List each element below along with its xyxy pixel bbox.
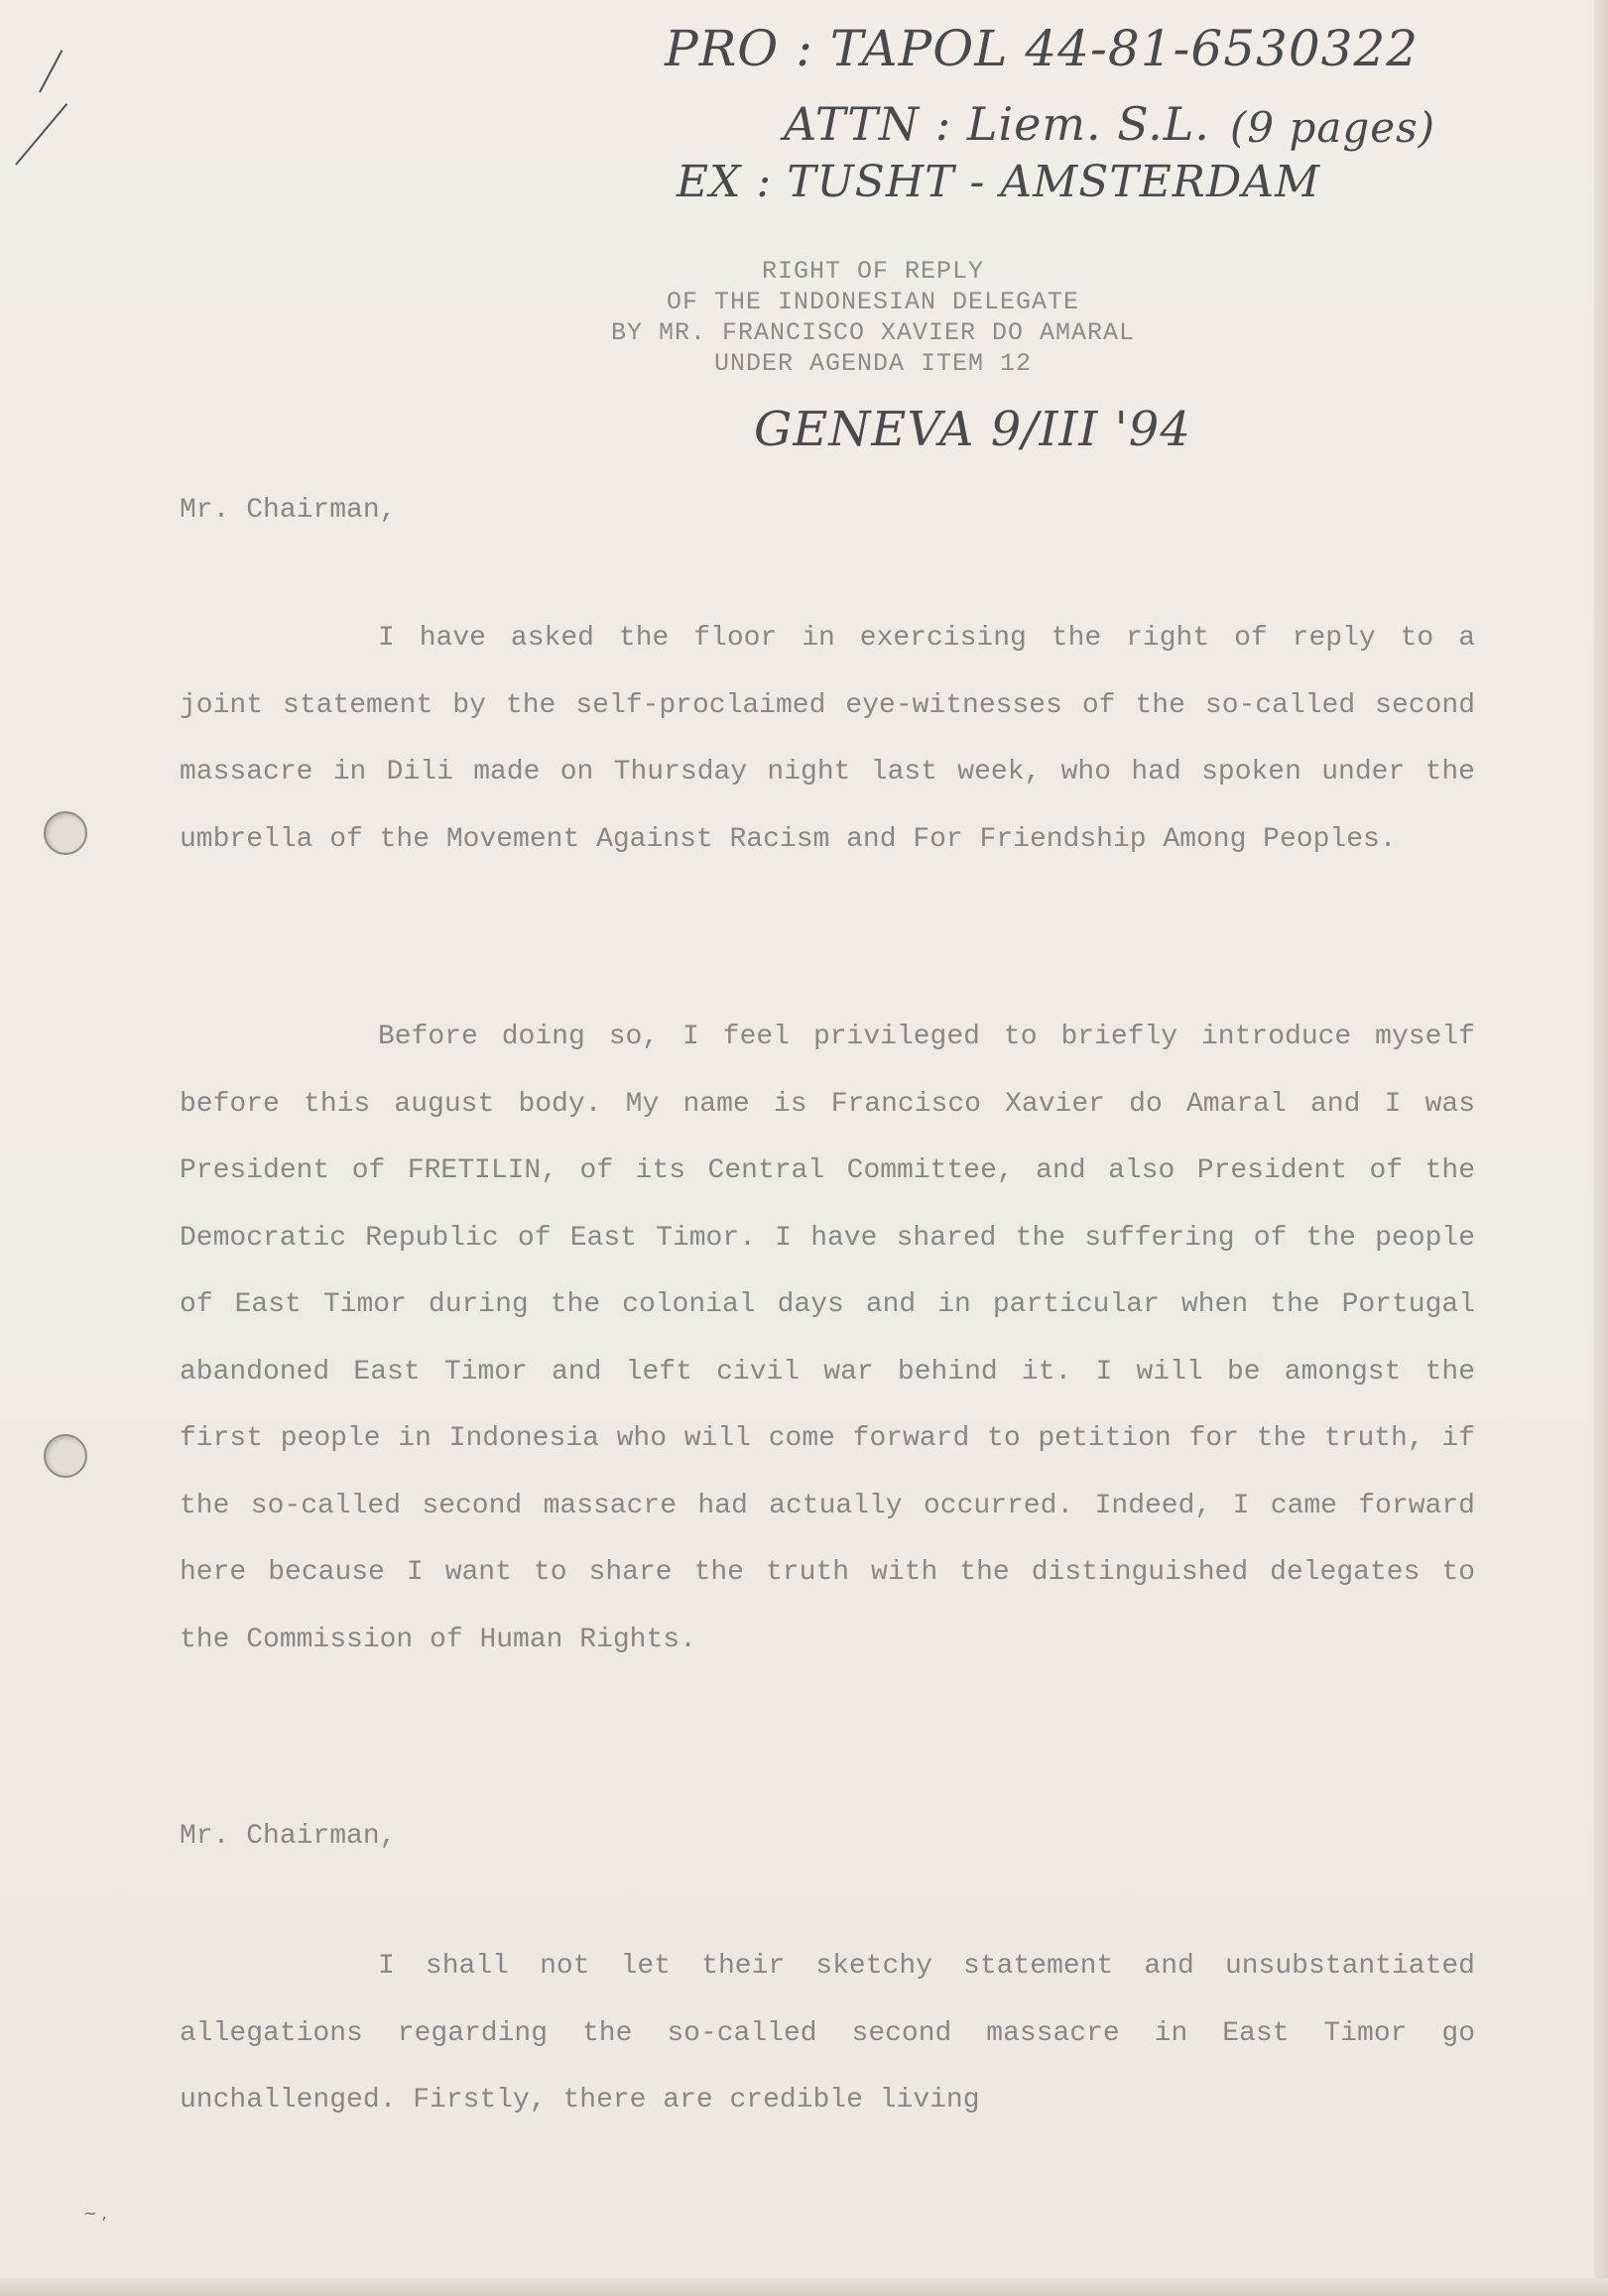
salutation: Mr. Chairman, — [180, 495, 397, 526]
paragraph: I have asked the floor in exercising the right of reply to a joint statement by the self-proclaimed eye-witnesses of the so-called second massacre in Dili made on Thursday night last week, who had spoken under the umbrella of the Movement Against Racism and For Friendship Among Peoples. — [180, 623, 1475, 855]
handwritten-attention-line: ATTN : Liem. S.L. — [784, 97, 1210, 151]
page-edge-bottom — [0, 2278, 1608, 2296]
document-title — [347, 256, 1399, 379]
title-line: RIGHT OF REPLY — [761, 257, 985, 286]
handwritten-fax-line: PRO : TAPOL 44-81-6530322 — [665, 20, 1420, 77]
margin-mark: ~ , — [83, 2204, 107, 2223]
handwritten-page-count: (9 pages) — [1230, 103, 1436, 152]
page-edge-right — [1594, 0, 1608, 2296]
punch-hole — [44, 1434, 87, 1478]
title-line: BY MR. FRANCISCO XAVIER DO AMARAL — [610, 318, 1136, 347]
pen-mark — [39, 50, 62, 92]
handwritten-sender-line: EX : TUSHT - AMSTERDAM — [677, 157, 1321, 207]
paragraph: I shall not let their sketchy statement and unsubstantiated allegations regarding the so-called second massacre in East Timor go unchallenged. Firstly, there are credible living — [180, 1951, 1475, 2115]
handwritten-date: GENEVA 9/III '94 — [754, 402, 1191, 457]
pen-mark — [15, 103, 67, 166]
punch-hole — [44, 811, 87, 855]
title-line: UNDER AGENDA ITEM 12 — [713, 349, 1033, 378]
title-line: OF THE INDONESIAN DELEGATE — [666, 288, 1080, 316]
salutation: Mr. Chairman, — [180, 1821, 397, 1852]
paragraph: Before doing so, I feel privileged to briefly introduce myself before this august body. My name is Francisco Xavier do Amaral and I was President of FRETILIN, of its Central Committee, and also President of the Democratic Republic of East Timor. I have shared the suffering of the people of East Timor during the colonial days and in particular when the Portugal abandoned East Timor and left civil war behind it. I will be amongst the first people in Indonesia who will come forward to petition for the truth, if the so-called second massacre had actually occurred. Indeed, I came forward here because I want to share the truth with the distinguished delegates to the Commission of Human Rights. — [180, 1022, 1475, 1655]
